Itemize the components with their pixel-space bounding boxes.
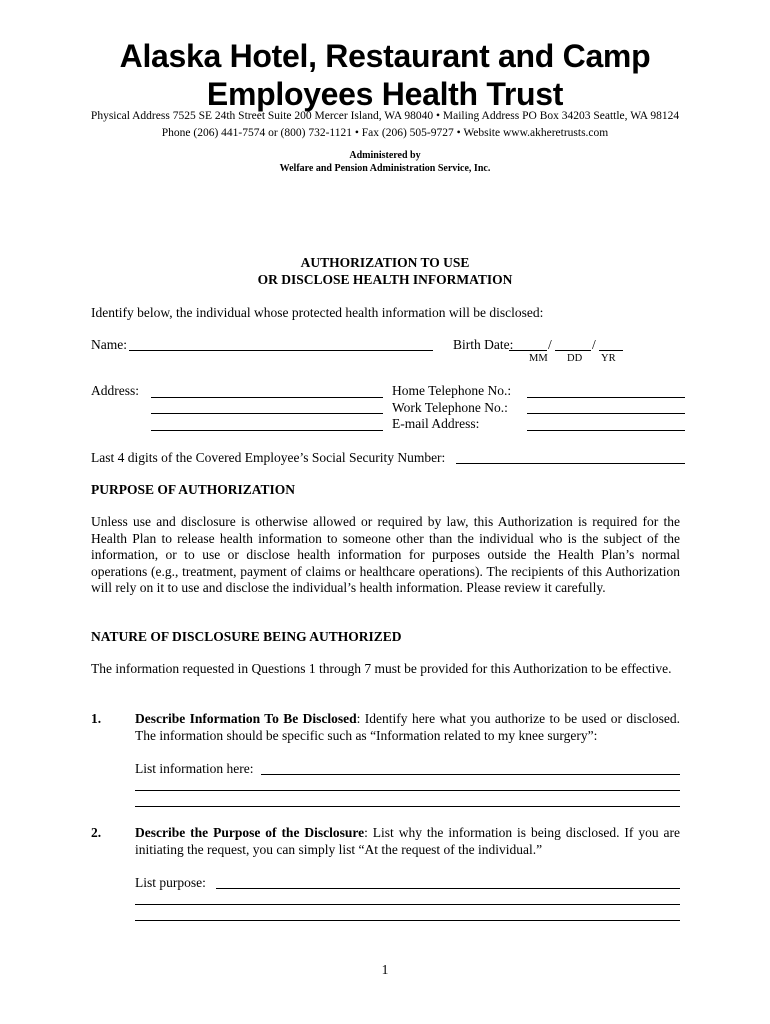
question-2-text: Describe the Purpose of the Disclosure: List why the information is being disclosed. If you are initiating the request, you can simply list “At the request of the individual.” — [135, 825, 680, 857]
birth-day-field[interactable] — [555, 350, 591, 351]
nature-intro: The information requested in Questions 1 through 7 must be provided for this Authorization to be effective. — [91, 661, 672, 676]
purpose-heading: PURPOSE OF AUTHORIZATION — [91, 482, 296, 497]
form-title-line2: OR DISCLOSE HEALTH INFORMATION — [257, 272, 513, 287]
administrator-name: Welfare and Pension Administration Service, Inc. — [279, 163, 491, 174]
form-title-line1: AUTHORIZATION TO USE — [300, 255, 470, 270]
work-phone-field[interactable] — [527, 413, 685, 414]
address-line3-field[interactable] — [151, 430, 383, 431]
address-line2-field[interactable] — [151, 413, 383, 414]
trust-title-line2: Employees Health Trust — [206, 76, 564, 112]
ssn-label: Last 4 digits of the Covered Employee’s Social Security Number: — [91, 450, 446, 465]
question-2-answer-line1[interactable] — [216, 888, 680, 889]
email-label: E-mail Address: — [392, 416, 480, 431]
question-2-answer-line2[interactable] — [135, 904, 680, 905]
yr-caption: YR — [601, 353, 616, 364]
nature-heading: NATURE OF DISCLOSURE BEING AUTHORIZED — [91, 629, 402, 644]
question-1-answer-line1[interactable] — [261, 774, 680, 775]
date-slash: / — [592, 337, 596, 352]
question-1-text: Describe Information To Be Disclosed: Identify here what you authorize to be used or disclosed. The information should be specific such as “Information related to my knee surgery”: — [135, 711, 681, 743]
mm-caption: MM — [529, 353, 548, 364]
trust-title-line1: Alaska Hotel, Restaurant and Camp — [119, 38, 651, 74]
work-phone-label: Work Telephone No.: — [392, 400, 508, 415]
address-line: Physical Address 7525 SE 24th Street Suite 200 Mercer Island, WA 98040 • Mailing Address PO Box 34203 Seattle, WA 98124 — [90, 110, 680, 122]
email-field[interactable] — [527, 430, 685, 431]
birth-date-label: Birth Date: — [453, 337, 514, 352]
question-1-answer-line2[interactable] — [135, 790, 680, 791]
birth-year-field[interactable] — [599, 350, 623, 351]
home-phone-label: Home Telephone No.: — [392, 383, 512, 398]
name-label: Name: — [91, 337, 127, 352]
birth-month-field[interactable] — [509, 350, 547, 351]
list-information-label: List information here: — [135, 761, 254, 776]
administered-by-label: Administered by — [349, 150, 421, 161]
contact-line: Phone (206) 441-7574 or (800) 732-1121 • Fax (206) 505-9727 • Website www.akheretrusts.com — [161, 127, 609, 139]
purpose-body: Unless use and disclosure is otherwise allowed or required by law, this Authorization is required for the Health Plan to release health information to someone other than the individual who is the subject of the information, or to use or disclose health information for purposes outside the Health Plan’s normal operations (e.g., treatment, payment of claims or healthcare operations). The recipients of this Authorization will rely on it to use and disclose the individual’s health information. Please review it carefully. — [91, 514, 680, 596]
question-1-answer-line3[interactable] — [135, 806, 680, 807]
form-intro: Identify below, the individual whose protected health information will be disclosed: — [91, 305, 544, 320]
date-slash: / — [548, 337, 552, 352]
list-purpose-label: List purpose: — [135, 875, 206, 890]
name-field[interactable] — [129, 350, 433, 351]
question-2-answer-line3[interactable] — [135, 920, 680, 921]
ssn-field[interactable] — [456, 463, 685, 464]
home-phone-field[interactable] — [527, 397, 685, 398]
question-number: 1. — [91, 711, 102, 726]
address-label: Address: — [91, 383, 139, 398]
question-number: 2. — [91, 825, 102, 840]
dd-caption: DD — [567, 353, 583, 364]
page-number: 1 — [381, 962, 389, 977]
address-line1-field[interactable] — [151, 397, 383, 398]
